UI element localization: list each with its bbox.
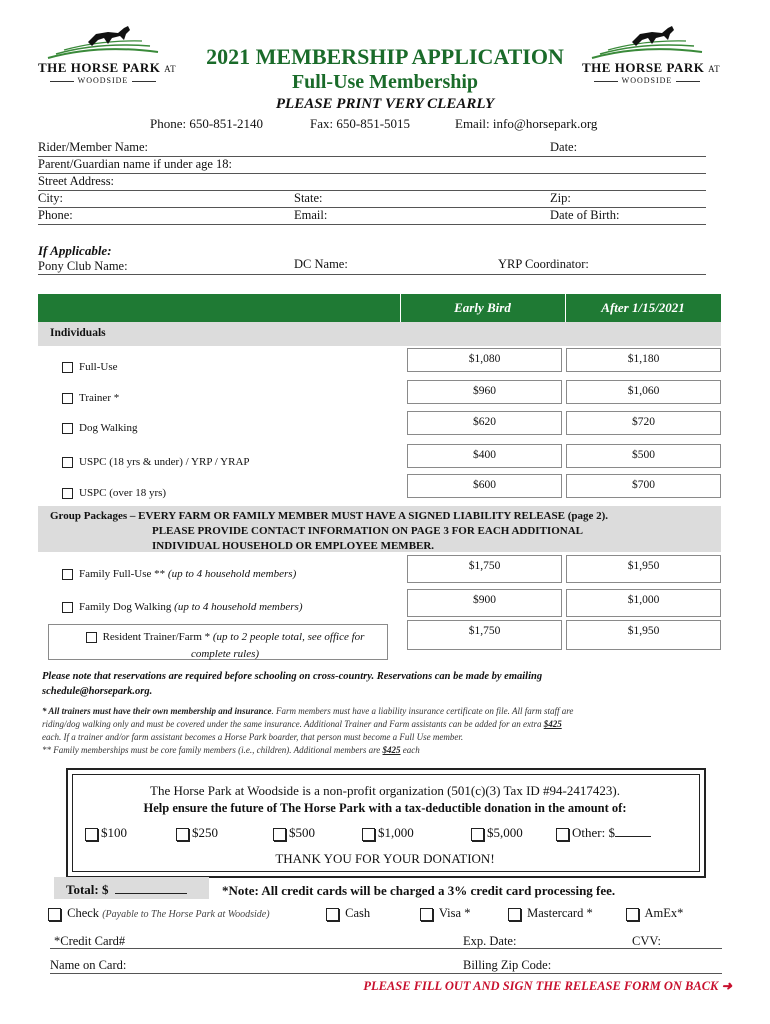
nonprofit-statement: The Horse Park at Woodside is a non-profit organization (501(c)(3) Tax ID #94-2417423). bbox=[150, 783, 620, 798]
row-label[interactable]: Dog Walking bbox=[62, 422, 138, 434]
col-early-bird: Early Bird bbox=[454, 300, 511, 315]
table-row bbox=[38, 555, 721, 587]
checkbox[interactable] bbox=[326, 908, 339, 921]
group-line-1: Group Packages – EVERY FARM OR FAMILY MEMBER MUST HAVE A SIGNED LIABILITY RELEASE (page 2). bbox=[50, 510, 609, 522]
logo-sub: WOODSIDE bbox=[582, 76, 712, 85]
logo-brand: THE HORSE PARK AT bbox=[38, 60, 177, 75]
checkbox[interactable] bbox=[48, 908, 61, 921]
contact-fax: Fax: 650-851-5015 bbox=[310, 116, 411, 131]
group-line-3: INDIVIDUAL HOUSEHOLD OR EMPLOYEE MEMBER. bbox=[152, 540, 435, 552]
dc-name-field[interactable]: DC Name: bbox=[294, 257, 348, 271]
checkbox[interactable] bbox=[62, 362, 73, 373]
table-row bbox=[38, 411, 721, 441]
early-price: $600 bbox=[407, 474, 562, 498]
row-label[interactable]: Family Full-Use ** (up to 4 household members) bbox=[62, 568, 296, 580]
pricing-table-header bbox=[38, 294, 721, 322]
after-price: $1,950 bbox=[566, 555, 721, 583]
street-field[interactable]: Street Address: bbox=[38, 174, 115, 188]
after-price: $720 bbox=[566, 411, 721, 435]
donation-option[interactable]: $1,000 bbox=[362, 825, 414, 841]
contact-email: Email: info@horsepark.org bbox=[455, 116, 598, 131]
table-row bbox=[38, 474, 721, 504]
page-title: 2021 MEMBERSHIP APPLICATION bbox=[206, 44, 564, 69]
city-field[interactable]: City: bbox=[38, 191, 64, 205]
divider bbox=[50, 973, 722, 974]
row-label[interactable]: Trainer * bbox=[62, 392, 119, 404]
checkbox[interactable] bbox=[176, 828, 189, 841]
checkbox[interactable] bbox=[62, 569, 73, 580]
date-field[interactable]: Date: bbox=[550, 140, 578, 154]
checkbox[interactable] bbox=[62, 488, 73, 499]
donation-option-other[interactable]: Other: $ bbox=[556, 825, 651, 841]
donation-thanks: THANK YOU FOR YOUR DONATION! bbox=[275, 851, 495, 866]
divider bbox=[38, 274, 706, 275]
pay-amex-option[interactable]: AmEx* bbox=[626, 906, 683, 921]
donation-request: Help ensure the future of The Horse Park with a tax-deductible donation in the amount of: bbox=[143, 801, 627, 815]
checkbox[interactable] bbox=[62, 457, 73, 468]
contact-phone: Phone: 650-851-2140 bbox=[150, 116, 264, 131]
guardian-field[interactable]: Parent/Guardian name if under age 18: bbox=[38, 157, 233, 171]
checkbox[interactable] bbox=[62, 393, 73, 404]
fine-print bbox=[42, 705, 722, 757]
credit-card-field[interactable]: *Credit Card# bbox=[54, 934, 126, 948]
fee-note: *Note: All credit cards will be charged a 3% credit card processing fee. bbox=[222, 883, 616, 898]
if-applicable-label: If Applicable: bbox=[38, 243, 112, 258]
row-label[interactable]: Resident Trainer/Farm * (up to 2 people total, see office for complete rules) bbox=[60, 629, 390, 663]
cvv-field[interactable]: CVV: bbox=[632, 934, 661, 948]
fine-line-3: each. If a trainer and/or farm assistant becomes a Horse Park boarder, that person must become a Full Use member. bbox=[42, 732, 464, 742]
individuals-band bbox=[38, 322, 721, 346]
pay-check-option[interactable]: Check (Payable to The Horse Park at Woodside) bbox=[48, 906, 270, 921]
group-line-2: PLEASE PROVIDE CONTACT INFORMATION ON PAGE 3 FOR EACH ADDITIONAL bbox=[152, 525, 583, 537]
checkbox[interactable] bbox=[362, 828, 375, 841]
checkbox[interactable] bbox=[420, 908, 433, 921]
checkbox[interactable] bbox=[62, 423, 73, 434]
group-packages-heading bbox=[50, 509, 720, 554]
state-field[interactable]: State: bbox=[294, 191, 323, 205]
logo-brand: THE HORSE PARK AT bbox=[582, 60, 721, 75]
checkbox[interactable] bbox=[508, 908, 521, 921]
row-label[interactable]: Family Dog Walking (up to 4 household members) bbox=[62, 601, 303, 613]
table-row bbox=[38, 380, 721, 410]
early-price: $400 bbox=[407, 444, 562, 468]
yrp-coordinator-field[interactable]: YRP Coordinator: bbox=[498, 257, 589, 271]
after-price: $1,950 bbox=[566, 620, 721, 650]
table-row bbox=[38, 589, 721, 621]
arrow-right-icon: ➜ bbox=[721, 979, 732, 993]
divider bbox=[50, 948, 722, 949]
dob-field[interactable]: Date of Birth: bbox=[550, 208, 620, 222]
table-row bbox=[38, 444, 721, 474]
divider bbox=[38, 190, 706, 191]
print-instruction: PLEASE PRINT VERY CLEARLY bbox=[275, 96, 495, 112]
after-price: $500 bbox=[566, 444, 721, 468]
donation-option[interactable]: $250 bbox=[176, 825, 218, 841]
after-price: $1,060 bbox=[566, 380, 721, 404]
phone-field[interactable]: Phone: bbox=[38, 208, 73, 222]
early-price: $960 bbox=[407, 380, 562, 404]
col-after-date: After 1/15/2021 bbox=[601, 300, 685, 315]
page-subtitle: Full-Use Membership bbox=[291, 71, 479, 93]
exp-date-field[interactable]: Exp. Date: bbox=[463, 934, 517, 948]
early-price: $1,080 bbox=[407, 348, 562, 372]
row-label[interactable]: USPC (over 18 yrs) bbox=[62, 487, 166, 499]
early-price: $1,750 bbox=[407, 620, 562, 650]
after-price: $700 bbox=[566, 474, 721, 498]
name-on-card-field[interactable]: Name on Card: bbox=[50, 958, 127, 972]
checkbox[interactable] bbox=[273, 828, 286, 841]
donation-option[interactable]: $500 bbox=[273, 825, 315, 841]
divider bbox=[38, 173, 706, 174]
after-price: $1,000 bbox=[566, 589, 721, 617]
billing-zip-field[interactable]: Billing Zip Code: bbox=[463, 958, 552, 972]
fine-line-2: riding/dog walking only and must be covered under the same insurance. Additional Trainer and Farm assistants can be added for an extra $425 bbox=[42, 719, 562, 729]
early-price: $900 bbox=[407, 589, 562, 617]
divider bbox=[38, 224, 706, 225]
table-row bbox=[38, 620, 721, 662]
logo-sub: WOODSIDE bbox=[38, 76, 168, 85]
checkbox[interactable] bbox=[85, 828, 98, 841]
after-price: $1,180 bbox=[566, 348, 721, 372]
early-price: $620 bbox=[407, 411, 562, 435]
table-row bbox=[38, 348, 721, 378]
email-field[interactable]: Email: bbox=[294, 208, 328, 222]
zip-field[interactable]: Zip: bbox=[550, 191, 571, 205]
early-price: $1,750 bbox=[407, 555, 562, 583]
row-label[interactable]: Full-Use bbox=[62, 361, 118, 373]
pay-visa-option[interactable]: Visa * bbox=[420, 906, 470, 921]
pony-club-field[interactable]: Pony Club Name: bbox=[38, 259, 128, 273]
donation-option[interactable]: $5,000 bbox=[471, 825, 523, 841]
checkbox[interactable] bbox=[471, 828, 484, 841]
fine-line-4: ** Family memberships must be core family members (i.e., children). Additional members are $425 each bbox=[42, 745, 420, 755]
checkbox[interactable] bbox=[626, 908, 639, 921]
fine-line-1: * All trainers must have their own membership and insurance. Farm members must have a liability insurance certificate on file. All farm staff are bbox=[42, 706, 574, 716]
total-field[interactable]: Total: $ bbox=[54, 877, 209, 899]
reservation-line-1: Please note that reservations are required before schooling on cross-country. Reservations can be made by emailing bbox=[42, 671, 543, 682]
reservation-line-2[interactable]: schedule@horsepark.org. bbox=[42, 686, 153, 697]
release-form-notice: PLEASE FILL OUT AND SIGN THE RELEASE FORM ON BACK ➜ bbox=[363, 979, 732, 993]
pay-cash-option[interactable]: Cash bbox=[326, 906, 370, 921]
donation-option[interactable]: $100 bbox=[85, 825, 127, 841]
checkbox[interactable] bbox=[86, 632, 97, 643]
row-label[interactable]: USPC (18 yrs & under) / YRP / YRAP bbox=[62, 456, 250, 468]
checkbox[interactable] bbox=[62, 602, 73, 613]
reservation-note bbox=[42, 669, 722, 699]
rider-name-field[interactable]: Rider/Member Name: bbox=[38, 140, 149, 154]
individuals-label: Individuals bbox=[50, 327, 106, 339]
checkbox[interactable] bbox=[556, 828, 569, 841]
pay-mastercard-option[interactable]: Mastercard * bbox=[508, 906, 593, 921]
